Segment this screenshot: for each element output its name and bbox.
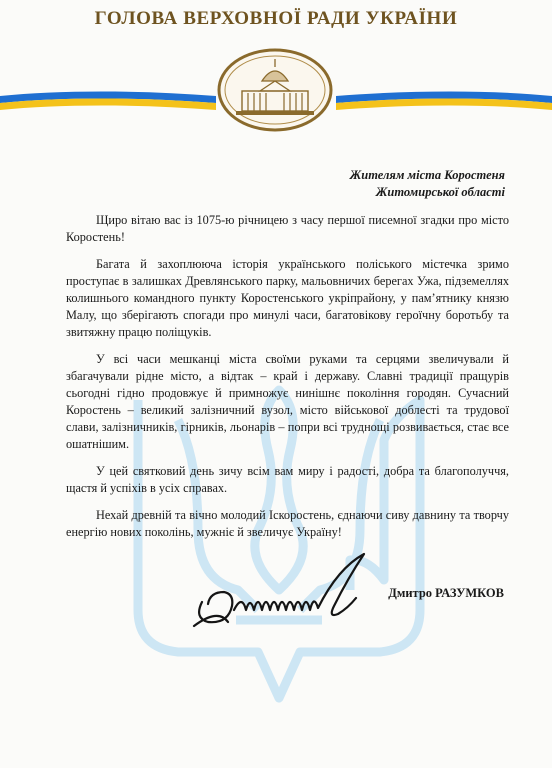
paragraph: У цей святковий день зичу всім вам миру і радості, добра та благополуччя, щастя й успіхів в усіх справах. (66, 464, 509, 495)
parliament-building-icon (216, 47, 334, 133)
signatory-name: Дмитро РАЗУМКОВ (388, 586, 504, 600)
addressee-line-2: Житомирської області (375, 185, 505, 199)
paragraph: Щиро вітаю вас із 1075-ю річницею з часу першої писемної згадки про місто Коростень! (66, 213, 509, 244)
header-title: ГОЛОВА ВЕРХОВНОЇ РАДИ УКРАЇНИ (94, 8, 458, 29)
addressee (350, 167, 505, 201)
handwritten-signature-icon (188, 548, 378, 632)
paragraph: Нехай древній та вічно молодий Іскоростень, єднаючи сиву давнину та творчу енергію нових поколінь, мужніє й звеличує Україну! (66, 508, 509, 539)
letter-body (66, 212, 509, 551)
paragraph: У всі часи мешканці міста своїми руками та серцями звеличували й збагачували рідне місто, а відтак – край і державу. Славні традиції пращурів сьогодні гідно продовжує й примножує нинішнє покоління городян. Сучасний Коростень – великий залізничний вузол, місто військової доблесті та трудової слави, залізничників, гірників, льонарів – попри всі труднощі розвивається, стає все ошатнішим. (66, 352, 509, 451)
paragraph: Багата й захоплююча історія українського поліського містечка зримо проступає в залишках Древлянського парку, мальовничих берегах Ужа, підземеллях колишнього командного пункту Коростенського укріпрайону, у пам’ятнику князю Малу, що зберігають спогади про минулі часи, багатовікову героїчну боротьбу та звитяжну працю поліщуків. (66, 257, 509, 339)
addressee-line-1: Жителям міста Коростеня (349, 168, 505, 182)
